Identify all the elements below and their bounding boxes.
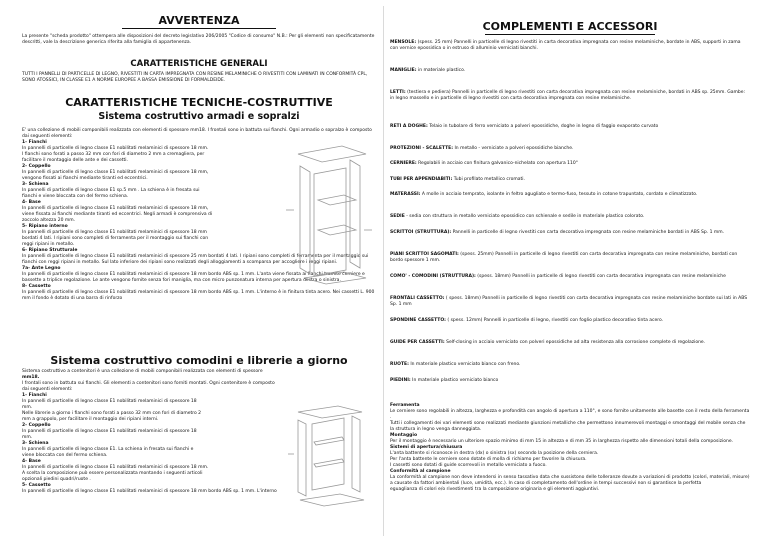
comodini-line: In pannelli di particelle di legno classe E1 nobilitati melaminici di spessore 18 mm.	[22, 465, 209, 470]
armadi-line: In pannelli di particelle di legno classe E1 nobilitati melaminici di spessore 18 mm	[22, 230, 207, 235]
item-como-comodini: COMO' - COMODINI (STRUTTURA): (spess. 18mm) Pannelli in particelle di legno rivestiti con carta decorativa impregnata con resine melaminiche	[390, 274, 726, 279]
avvertenza-text: La presente "scheda prodotto" ottempera alle disposizioni del decreto legislativo 206/2005 "Codice di consumo" N.B.: Per gli elementi non specificatamente descritti, vale la descrizione generica riferita alla famiglia di appartenenza.	[22, 34, 375, 45]
item-mensole: MENSOLE: (spess. 25 mm) Pannelli in particelle di legno rivestiti in carta decorativa impregnata con resine melaminiche, bordate in ABS, supporti in zama con vernice epossidica o in estruso di alluminio verniciati bianchi.	[390, 40, 741, 51]
comodini-line: mm a grappolo, per facilitare il montaggio dei ripiani interni.	[22, 417, 159, 422]
item-piedini: PIEDINI: In materiale plastico verniciato bianco	[390, 378, 499, 383]
armadi-heading: 5- Ripiano interno	[22, 224, 68, 229]
montaggio-heading: Montaggio	[390, 433, 418, 438]
item-spondine-cassetto: SPONDINE CASSETTO: ( spess. 12mm) Pannelli in particelle di legno, rivestiti con foglio plastico decorativo tinta acero.	[390, 318, 664, 323]
comodini-line: In pannelli di particelle di legno classe E1 nobilitati melaminici di spessore 18	[22, 429, 197, 434]
ferramenta-line: Per l'anta battente le cerniere sono dotate di molla di richiamo per favorire la chiusura.	[390, 457, 587, 462]
armadi-line: zoccolo altezza 20 mm.	[22, 218, 76, 223]
item-frontali-cassetto: FRONTALI CASSETTO: ( spess. 18mm) Pannelli in particelle di legno rivestiti con carta decorativa impregnata con resine melaminiche bordate sui lati in ABS Sp. 1 mm	[390, 296, 748, 307]
armadi-line: facilitare il montaggio delle ante e dei cassetti.	[22, 158, 128, 163]
cabinet-exploded-drawing	[284, 402, 374, 512]
comodini-line: Nelle librerie a giorno i fianchi sono forati a passo 32 mm con fori di diametro 2	[22, 411, 202, 416]
comodini-line: mm.	[22, 405, 33, 410]
armadi-line: vengono fissati ai fianchi mediante tiranti ed eccentrici.	[22, 176, 148, 181]
carat-generali-title: CARATTERISTICHE GENERALI	[130, 59, 268, 69]
armadi-line: bordati 4 lati. I ripiani sono completi di ferramenta per il montaggio sui fianchi con	[22, 236, 209, 241]
item-sedie: SEDIE - sedia con struttura in metallo verniciato epossidico con schienale e sedile in materiale plastico colorato.	[390, 214, 645, 219]
comodini-line: viene bloccata con del fermo schiena.	[22, 453, 108, 458]
comodini-line: In pannelli di particelle di legno classe E1 nobilitati melaminici di spessore 18	[22, 399, 197, 404]
item-materassi: MATERASSI: A molle in acciaio temprato, isolante in feltro agugliato e termo-fuso, tessuto in cotone trapuntato, cordato e climatizzato.	[390, 192, 698, 197]
armadi-line: In pannelli di particelle di legno classe E1 nobilitati melaminici di spessore 18 mm,	[22, 206, 209, 211]
armadi-line: fianchi e viene bloccata con del fermo schiena.	[22, 194, 129, 199]
ferramenta-line: I cassetti sono dotati di guide scorrevoli in metallo verniciato a fuoco.	[390, 463, 547, 468]
comodini-line: dai seguenti elementi:	[22, 387, 73, 392]
comodini-line: A scelta la composizione può essere personalizzata montando i seguenti articoli	[22, 471, 203, 476]
armadi-description	[22, 128, 375, 302]
wardrobe-exploded-drawing	[280, 140, 376, 290]
ferramenta-line: Tutti i collegamenti dei vari elementi sono realizzati mediante giunzioni metalliche che permettono innumerevoli montaggi e smontaggi del mobile senza che la struttura in legno venga danneggiata.	[390, 421, 746, 432]
comodini-line: I frontali sono in battuta sui fianchi. Gli elementi a contenitori sono forniti montati. Ogni contenitore è composto	[22, 381, 275, 386]
armadi-heading: 4- Base	[22, 200, 41, 205]
item-tubi-appendiabiti: TUBI PER APPENDIABITI: Tubi profilato metallico cromati.	[390, 177, 525, 182]
armadi-heading: 3- Schiena	[22, 182, 49, 187]
comodini-line: opzionali piedini quadri/ruote .	[22, 477, 91, 482]
armadi-line: E' una collezione di mobili componibili realizzata con elementi di spessore mm18. I frontali sono in battuta sui fianchi. Ogni armadio o sopralzo è composto dai seguenti elementi:	[22, 128, 372, 139]
comodini-line: In pannelli di particelle di legno classe E1 nobilitati melaminici di spessore 18 mm bordo ABS sp. 1 mm. L'interno	[22, 489, 277, 494]
item-maniglie: MANIGLIE: in materiale plastico.	[390, 68, 466, 73]
sistema-comodini-title: Sistema costruttivo comodini e librerie a giorno	[50, 354, 348, 367]
column-separator	[383, 6, 384, 536]
armadi-line: In pannelli di particelle di legno classe E1 nobilitati melaminici di spessore 18 mm.	[22, 146, 209, 151]
ferramenta-line: eguaglianza di colori e/o rivestimenti tra la composizione originaria e gli elementi aggiuntivi.	[390, 487, 600, 492]
ferramenta-section	[390, 403, 750, 493]
comodini-heading: 4- Base	[22, 459, 41, 464]
comodini-heading: 5- Cassetto	[22, 483, 51, 488]
armadi-heading: 1- Fianchi	[22, 140, 47, 145]
armadi-heading: 8- Cassetto	[22, 284, 51, 289]
armadi-heading: 6- Ripiano Strutturale	[22, 248, 78, 253]
armadi-line: In pannelli di particelle di legno classe E1 sp.5 mm . La schiena è in fresata sui	[22, 188, 200, 193]
item-reti-a-doghe: RETI A DOGHE: Telaio in tubolare di ferro verniciato a polveri epossidiche, doghe in legno di faggio evaporato curvato	[390, 124, 659, 129]
ferramenta-line: L'anta battente si riconosce in destra (dx) o sinistra (sx) secondo la posizione della cerniera.	[390, 451, 599, 456]
conformita-heading: Conformità al campione	[390, 469, 451, 474]
apertura-heading: Sistemi di apertura/chiusura	[390, 445, 463, 450]
armadi-line: reggi ripiani in metallo.	[22, 242, 75, 247]
comodini-description	[22, 369, 277, 495]
armadi-line: In pannelli di particelle di legno classe E1 nobilitati melaminici di spessore 25 mm bordati 4 lati. I ripiani sono completi di ferramenta per il montaggio sui fianchi con reggi ripiani in metallo. Sul lato inferiore dei ripiani sono realizzati degli alloggiamenti a scomparsa per accogliere i reggi ripiani.	[22, 254, 369, 265]
armadi-line: In pannelli di particelle di legno classe E1 nobilitati melaminici di spessore 18 mm bordo ABS sp. 1 mm. L'interno è in finitura tinta acero. Nei cassetti L. 900 mm il fondo è dotato di una barra di rinforzo	[22, 290, 375, 301]
item-protezioni-scalette: PROTEZIONI - SCALETTE: In metallo - verniciate a polveri epossidiche bianche.	[390, 146, 574, 151]
armadi-line: viene fissata ai fianchi mediante tiranti ed eccentrici. Negli armadi è comprensiva di	[22, 212, 213, 217]
item-cerniere: CERNIERE: Regolabili in acciaio con finitura galvanico-nichelato con apertura 110°	[390, 161, 578, 166]
item-ruote: RUOTE: In materiale plastico verniciato bianco con freno.	[390, 362, 521, 367]
comodini-line: In pannelli di particelle di legno classe E1. La schiena in fresata sui fianchi e	[22, 447, 194, 452]
carat-tecniche-title: CARATTERISTICHE TECNICHE-COSTRUTTIVE	[65, 96, 333, 109]
comodini-heading: 2- Coppello	[22, 423, 51, 428]
ferramenta-heading: Ferramenta	[390, 403, 420, 408]
item-guide-cassetti: GUIDE PER CASSETTI: Self-closing in acciaio verniciato con polveri epossidiche ad alta resistenza alla corrosione complete di regolazione.	[390, 340, 706, 345]
avvertenza-rule	[122, 28, 276, 29]
sistema-armadi-title: Sistema costruttivo armadi e sopralzi	[98, 111, 300, 122]
ferramenta-line: Per il montaggio è necessario un ulteriore spazio minimo di mm 15 in altezza e di mm 35 in larghezza rispetto alle dimensioni totali della composizione.	[390, 439, 734, 444]
complementi-rule	[485, 34, 655, 35]
armadi-line: In pannelli di particelle di legno classe E1 nobilitati melaminici di spessore 18 mm bordo ABS sp. 1 mm. L'anta viene fissata ai fianchi tramite cerniere e bassette a triplice regolazione. Le ante vengono fornite senza fori maniglia, ma con micro punzonatura interna per apertura destra o sinistra.	[22, 272, 365, 283]
complementi-title: COMPLEMENTI E ACCESSORI	[482, 20, 658, 33]
item-letti: LETTI: (testiera e pediera) Pannelli in particelle di legno rivestiti con carta decorativa impregnata con resine melaminiche, bordati in ABS sp. 25mm. Gambe: in legno massello e in particelle di legno rivestiti con carta decorativa impregnata con resine melaminiche.	[390, 90, 746, 101]
comodini-line: Sistema costruttivo a contenitori è una collezione di mobili componibili realizzata con elementi di spessore	[22, 369, 263, 374]
armadi-heading: 7a- Ante Legno	[22, 266, 61, 271]
item-piani-scrittoi: PIANI SCRITTOI SAGOMATI: (spess. 25mm) Pannelli in particelle di legno rivestiti con carta decorativa impregnata con resine melaminiche, bordati con bordo spessore 1 mm.	[390, 252, 738, 263]
item-scrittoi-struttura: SCRITTOI (STRUTTURA): Pannelli in particelle di legno rivestiti con carta decorativa impregnata con resine melaminiche bordati in ABS Sp. 1 mm.	[390, 230, 725, 235]
ferramenta-line: La conformità al campione non deve intendersi in senso tassativo data che sussistono delle tolleranze dovute a variazioni di prodotto (colori, materiali, misure) a causate da fattori ambientali (luce, umidità, ecc.). In caso di completamento dell'ordine in tempi successivi non si garantisce la perfetta	[390, 475, 750, 486]
armadi-heading: 2- Coppello	[22, 164, 51, 169]
comodini-line: mm18.	[22, 375, 40, 380]
avvertenza-title: AVVERTENZA	[158, 14, 240, 27]
carat-generali-text: TUTTI I PANNELLI DI PARTICELLE DI LEGNO, RIVESTITI IN CARTA IMPREGNATA CON RESINE MELAMINICHE O RIVESTITI CON LAMINATI IN CONFORMITÀ CPL, SONO ATOSSICI, IN CLASSE E1 A NORME EUROPEE A BASSA EMISSIONE DI FORMALDEIDE.	[22, 72, 368, 83]
ferramenta-line: Le cerniere sono regolabili in altezza, larghezza e profondità con angolo di apertura a 110°, e sono fornite unitamente alle basette con il resto della ferramenta .	[390, 409, 750, 420]
armadi-line: In pannelli di particelle di legno classe E1 nobilitati melaminici di spessore 18 mm,	[22, 170, 209, 175]
comodini-heading: 3- Schiena	[22, 441, 49, 446]
comodini-heading: 1- Fianchi	[22, 393, 47, 398]
comodini-line: mm.	[22, 435, 33, 440]
armadi-line: I fianchi sono forati a passo 32 mm con fori di diametro 2 mm a cremagliera, per	[22, 152, 205, 157]
